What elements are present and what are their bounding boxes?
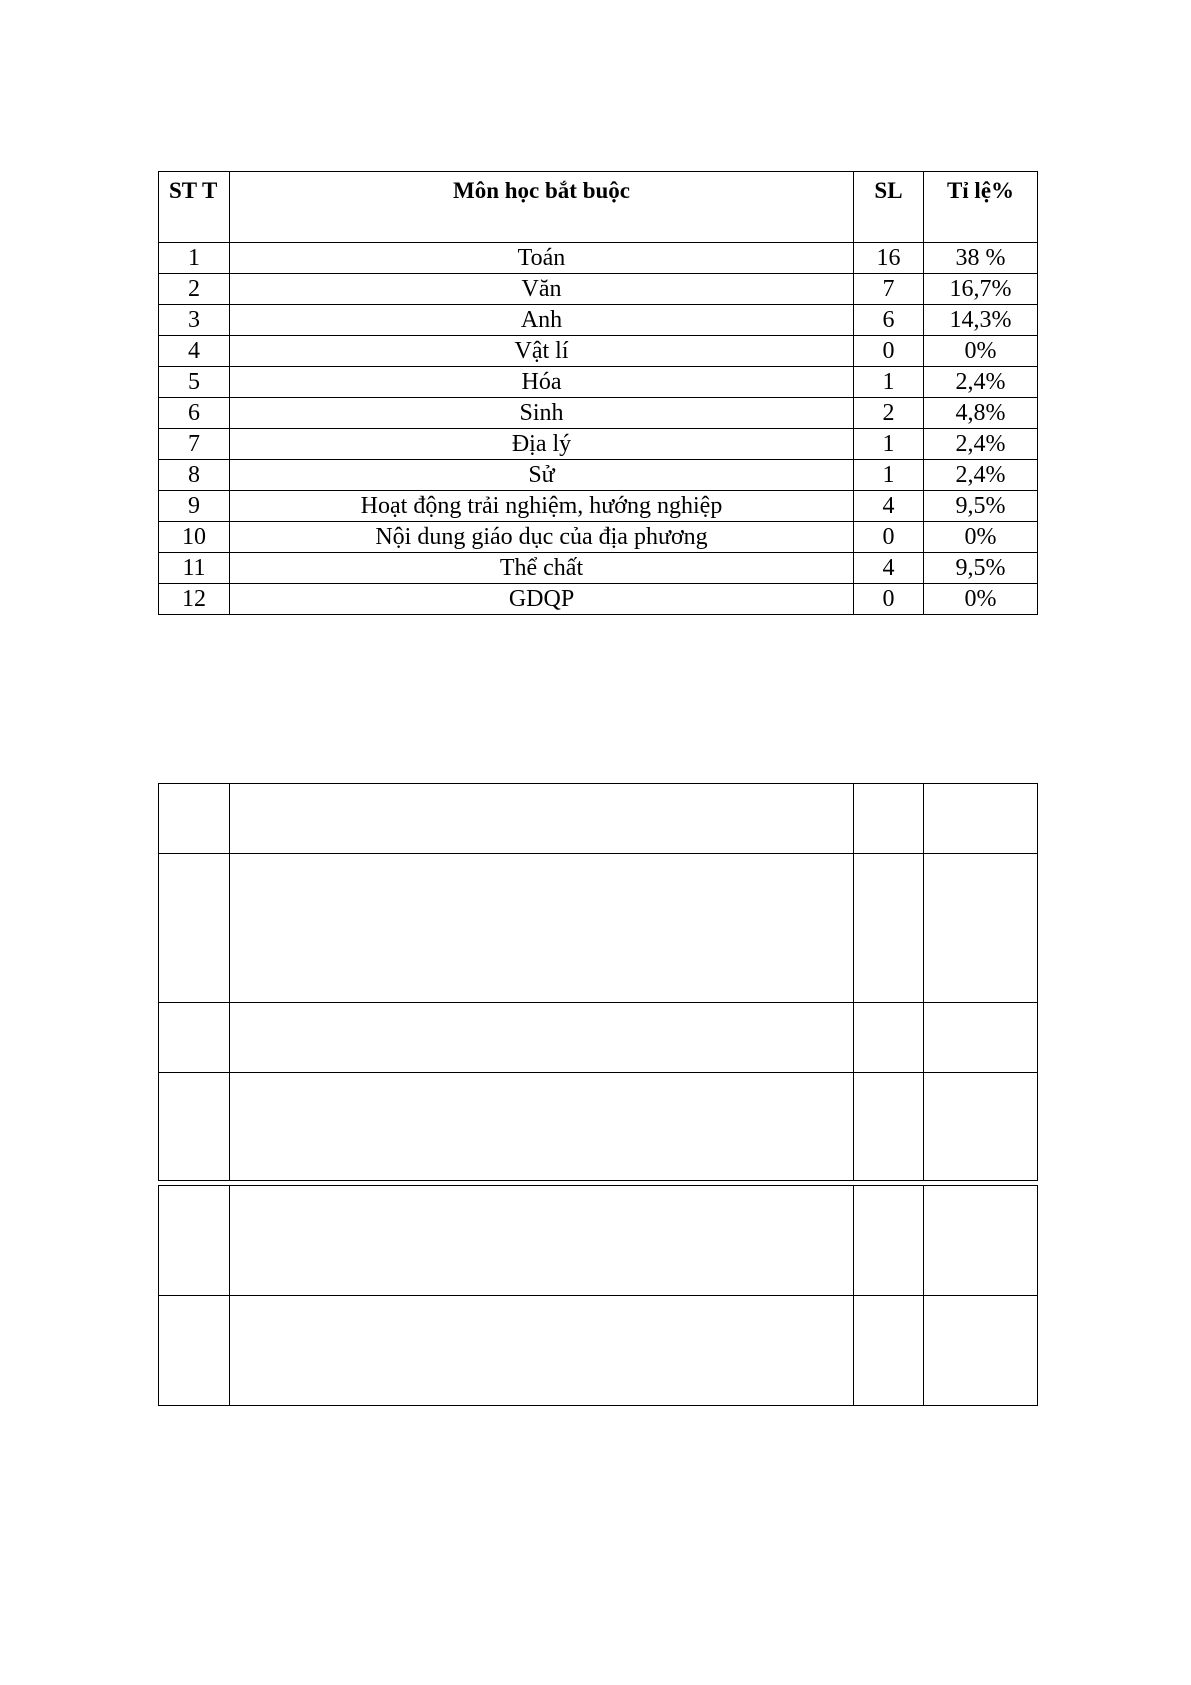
- cell-subject: GDQP: [230, 584, 854, 615]
- empty-cell: [854, 1003, 924, 1073]
- cell-ratio: 2,4%: [924, 460, 1038, 491]
- empty-cell: [230, 1296, 854, 1406]
- empty-cell: [230, 784, 854, 854]
- cell-ratio: 14,3%: [924, 305, 1038, 336]
- cell-subject: Địa lý: [230, 429, 854, 460]
- empty-cell: [159, 1073, 230, 1181]
- empty-cell: [159, 1296, 230, 1406]
- empty-cell: [159, 784, 230, 854]
- cell-ratio: 38 %: [924, 243, 1038, 274]
- cell-subject: Sinh: [230, 398, 854, 429]
- cell-count: 4: [854, 491, 924, 522]
- table-row: [159, 305, 1038, 336]
- table-row: [159, 274, 1038, 305]
- empty-cell: [924, 854, 1038, 1003]
- header-stt: ST T: [159, 172, 230, 243]
- header-subject: Môn học bắt buộc: [230, 172, 854, 243]
- empty-cell: [924, 1296, 1038, 1406]
- subjects-table: [158, 171, 1038, 615]
- empty-cell: [230, 1073, 854, 1181]
- empty-cell: [230, 1003, 854, 1073]
- cell-subject: Sử: [230, 460, 854, 491]
- empty-cell: [854, 1073, 924, 1181]
- empty-cell: [854, 1186, 924, 1296]
- empty-cell: [159, 854, 230, 1003]
- cell-subject: Văn: [230, 274, 854, 305]
- cell-stt: 3: [159, 305, 230, 336]
- empty-cell: [159, 1003, 230, 1073]
- cell-subject: Vật lí: [230, 336, 854, 367]
- cell-ratio: 0%: [924, 584, 1038, 615]
- cell-stt: 11: [159, 553, 230, 584]
- table-row: [159, 367, 1038, 398]
- cell-stt: 8: [159, 460, 230, 491]
- empty-table-row: [159, 854, 1038, 1003]
- empty-cell: [924, 784, 1038, 854]
- table-row: [159, 429, 1038, 460]
- cell-ratio: 4,8%: [924, 398, 1038, 429]
- cell-count: 6: [854, 305, 924, 336]
- empty-table-row: [159, 1003, 1038, 1073]
- cell-stt: 7: [159, 429, 230, 460]
- empty-cell: [230, 1186, 854, 1296]
- cell-count: 1: [854, 429, 924, 460]
- empty-cell: [159, 1186, 230, 1296]
- cell-ratio: 9,5%: [924, 553, 1038, 584]
- cell-count: 0: [854, 584, 924, 615]
- cell-subject: Nội dung giáo dục của địa phương: [230, 522, 854, 553]
- empty-table-upper: [158, 783, 1038, 1181]
- empty-cell: [854, 854, 924, 1003]
- cell-ratio: 0%: [924, 522, 1038, 553]
- empty-table-row: [159, 784, 1038, 854]
- header-count: SL: [854, 172, 924, 243]
- cell-ratio: 16,7%: [924, 274, 1038, 305]
- empty-cell: [854, 784, 924, 854]
- cell-ratio: 9,5%: [924, 491, 1038, 522]
- empty-cell: [854, 1296, 924, 1406]
- cell-count: 1: [854, 367, 924, 398]
- cell-count: 16: [854, 243, 924, 274]
- cell-stt: 1: [159, 243, 230, 274]
- cell-count: 1: [854, 460, 924, 491]
- cell-ratio: 0%: [924, 336, 1038, 367]
- empty-table-row: [159, 1296, 1038, 1406]
- empty-cell: [924, 1186, 1038, 1296]
- cell-stt: 6: [159, 398, 230, 429]
- cell-stt: 4: [159, 336, 230, 367]
- table-row: [159, 491, 1038, 522]
- table-row: [159, 243, 1038, 274]
- table-row: [159, 553, 1038, 584]
- empty-cell: [230, 854, 854, 1003]
- cell-subject: Hoạt động trải nghiệm, hướng nghiệp: [230, 491, 854, 522]
- cell-count: 7: [854, 274, 924, 305]
- cell-stt: 2: [159, 274, 230, 305]
- cell-count: 4: [854, 553, 924, 584]
- cell-stt: 9: [159, 491, 230, 522]
- cell-ratio: 2,4%: [924, 367, 1038, 398]
- cell-stt: 12: [159, 584, 230, 615]
- table-header-row: [159, 172, 1038, 243]
- cell-count: 2: [854, 398, 924, 429]
- cell-stt: 5: [159, 367, 230, 398]
- header-ratio: Tỉ lệ%: [924, 172, 1038, 243]
- table-row: [159, 460, 1038, 491]
- cell-stt: 10: [159, 522, 230, 553]
- table-row: [159, 522, 1038, 553]
- cell-count: 0: [854, 522, 924, 553]
- cell-subject: Hóa: [230, 367, 854, 398]
- cell-subject: Thể chất: [230, 553, 854, 584]
- empty-cell: [924, 1073, 1038, 1181]
- empty-table-row: [159, 1186, 1038, 1296]
- empty-table-lower: [158, 1185, 1038, 1406]
- cell-count: 0: [854, 336, 924, 367]
- table-row: [159, 336, 1038, 367]
- table-row: [159, 584, 1038, 615]
- cell-subject: Toán: [230, 243, 854, 274]
- cell-ratio: 2,4%: [924, 429, 1038, 460]
- table-row: [159, 398, 1038, 429]
- empty-cell: [924, 1003, 1038, 1073]
- cell-subject: Anh: [230, 305, 854, 336]
- empty-table-row: [159, 1073, 1038, 1181]
